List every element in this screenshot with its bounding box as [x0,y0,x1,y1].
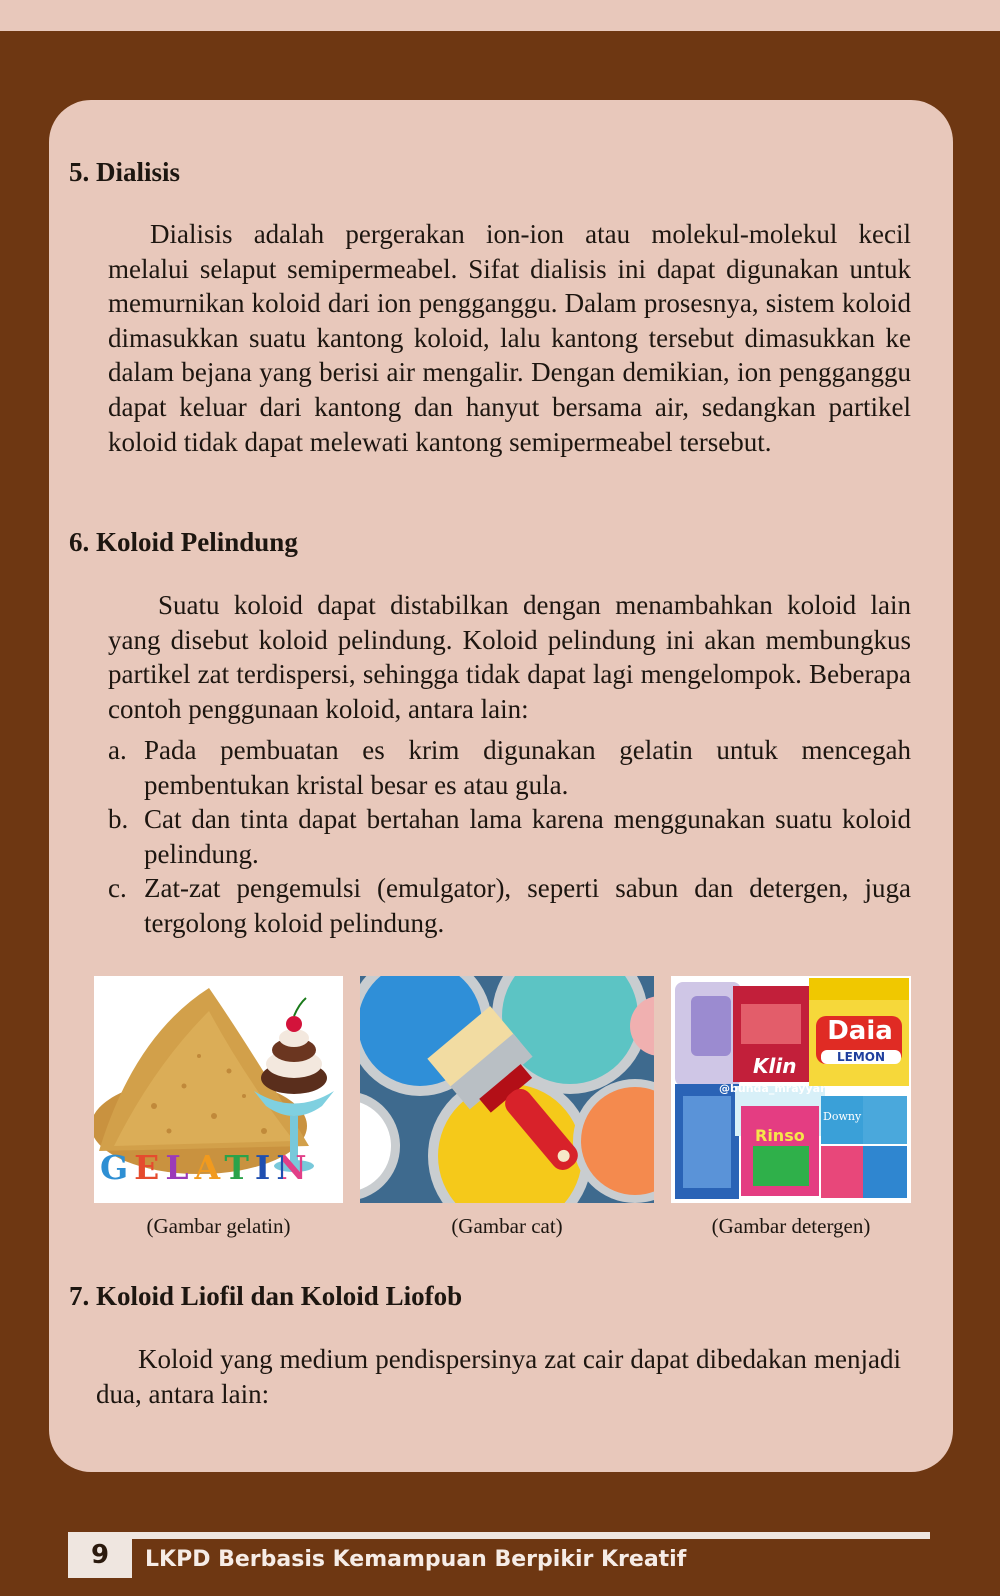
list-marker: a. [108,735,127,765]
gelatin-label [100,1148,313,1187]
section-7-paragraph: Koloid yang medium pendispersinya zat cair dapat dibedakan menjadi dua, antara lain: [96,1344,901,1409]
gelatin-caption: (Gambar gelatin) [146,1214,291,1238]
section-5-paragraph: Dialisis adalah pergerakan ion-ion atau molekul-molekul kecil melalui selaput semipermeabel. Sifat dialisis ini dapat digunakan untuk memurnikan koloid dari ion pengganggu. Dalam prosesnya, sistem koloid dimasukkan suatu kantong koloid, lalu kantong tersebut dimasukkan ke dalam bejana yang berisi air mengalir. Dengan demikian, ion pengganggu dapat keluar dari kantong dan hanyut bersama air, sedangkan partikel koloid tidak dapat melewati kantong semipermeabel tersebut. [108,219,911,457]
section-5-heading: 5. Dialisis [69,157,181,187]
list-item [108,871,911,940]
detergent-caption: (Gambar detergen) [711,1214,871,1238]
list-item-text: Pada pembuatan es krim digunakan gelatin untuk mencegah pembentukan kristal besar es atau gula. [144,735,911,800]
paint-caption: (Gambar cat) [451,1214,563,1238]
footer-title: LKPD Berbasis Kemampuan Berpikir Kreatif [145,1547,687,1572]
top-strip [0,0,1000,31]
page-number: 9 [68,1532,132,1578]
detergent-image [671,976,911,1203]
protective-colloid-list [108,733,911,941]
klin-brand: Klin [753,1054,797,1078]
gelatin-image [94,976,343,1203]
list-item [108,733,911,802]
list-item-text: Cat dan tinta dapat bertahan lama karena menggunakan suatu koloid pelindung. [144,804,911,869]
lemon-label: LEMON [821,1050,901,1064]
gelatin-word: GELATIN [100,1148,313,1187]
section-6-paragraph: Suatu koloid dapat distabilkan dengan menambahkan koloid lain yang disebut koloid pelindung. Koloid pelindung ini akan membungkus partikel zat terdispersi, sehingga tidak dapat lagi mengelompok. Beberapa contoh penggunaan koloid, antara lain: [108,590,911,724]
daia-brand: Daia [827,1016,893,1046]
list-marker: b. [108,804,129,835]
watermark: @bunda_mrayyana [719,1082,836,1095]
list-item [108,802,911,871]
downy-brand: Downy [823,1110,862,1123]
paint-image [360,976,654,1203]
section-6-heading: 6. Koloid Pelindung [69,527,298,557]
list-marker: c. [108,873,127,904]
list-item-text: Zat-zat pengemulsi (emulgator), seperti sabun dan detergen, juga tergolong koloid pelindung. [144,873,911,938]
rinso-brand: Rinso [755,1126,805,1145]
section-7-heading: 7. Koloid Liofil dan Koloid Liofob [69,1281,463,1311]
footer-line [68,1532,930,1539]
